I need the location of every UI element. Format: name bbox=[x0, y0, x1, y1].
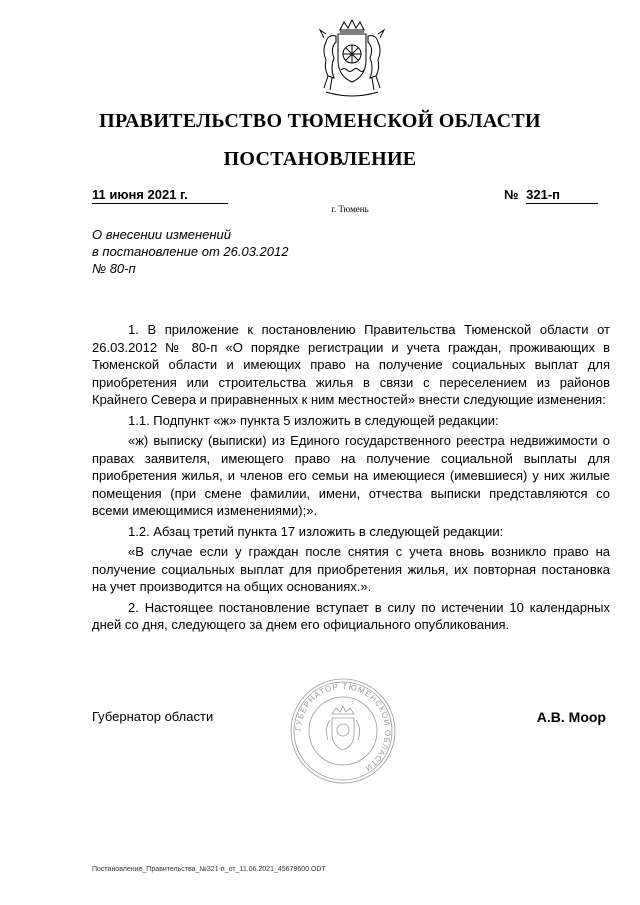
paragraph: «В случае если у граждан после снятия с учета вновь возникло право на получение социальных выплат для приобретения жилья, их повторная постановка на учет производится на общих основаниях.». bbox=[92, 544, 610, 594]
paragraph: «ж) выписку (выписки) из Единого государственного реестра недвижимости о правах заявителя, имеющего право на получение социальной выплаты для приобретения жилья, и членов его семьи на имеющиеся (имевшиеся) у них жилые помещения (при смене фамилии, имени, отчества выписки представляются со всеми имеющимися изменениями);». bbox=[92, 433, 610, 518]
official-seal-icon bbox=[288, 676, 398, 786]
document-date: 11 июня 2021 г. bbox=[92, 186, 228, 204]
seal-text: ГУБЕРНАТОР ТЮМЕНСКОЙ ОБЛАСТИ bbox=[293, 681, 393, 774]
document-subject bbox=[92, 226, 288, 277]
paragraph: 2. Настоящее постановление вступает в силу по истечении 10 календарных дней со дня, следующего за днем его официального опубликования. bbox=[92, 599, 610, 632]
signatory-name: А.В. Моор bbox=[536, 709, 606, 725]
subject-line: в постановление от 26.03.2012 bbox=[92, 244, 289, 259]
paragraph: 1.2. Абзац третий пункта 17 изложить в следующей редакции: bbox=[128, 523, 504, 539]
paragraph: 1.1. Подпункт «ж» пункта 5 изложить в следующей редакции: bbox=[128, 412, 499, 428]
document-type: ПОСТАНОВЛЕНИЕ bbox=[223, 148, 417, 170]
signatory-position: Губернатор области bbox=[92, 709, 214, 724]
city: г. Тюмень bbox=[331, 204, 369, 214]
file-footer: Постановление_Правительства_№321-п_от_11.06.2021_45679600.ODT bbox=[92, 866, 326, 873]
subject-line: О внесении изменений bbox=[92, 227, 231, 242]
document-number bbox=[504, 186, 598, 204]
number-label: № bbox=[504, 187, 519, 202]
subject-line: № 80-п bbox=[92, 261, 136, 276]
number-value: 321-п bbox=[526, 186, 598, 204]
coat-of-arms-icon bbox=[300, 16, 404, 106]
document-body bbox=[92, 321, 610, 637]
government-title: ПРАВИТЕЛЬСТВО ТЮМЕНСКОЙ ОБЛАСТИ bbox=[99, 110, 541, 132]
paragraph: 1. В приложение к постановлению Правительства Тюменской области от 26.03.2012 № 80-п «О порядке регистрации и учета граждан, проживающих в Тюменской области и имеющих право на получение социальных выплат для приобретения или строительства жилья в связи с переселением из районов Крайнего Севера и приравненных к ним местностей» внести следующие изменения: bbox=[92, 322, 610, 407]
